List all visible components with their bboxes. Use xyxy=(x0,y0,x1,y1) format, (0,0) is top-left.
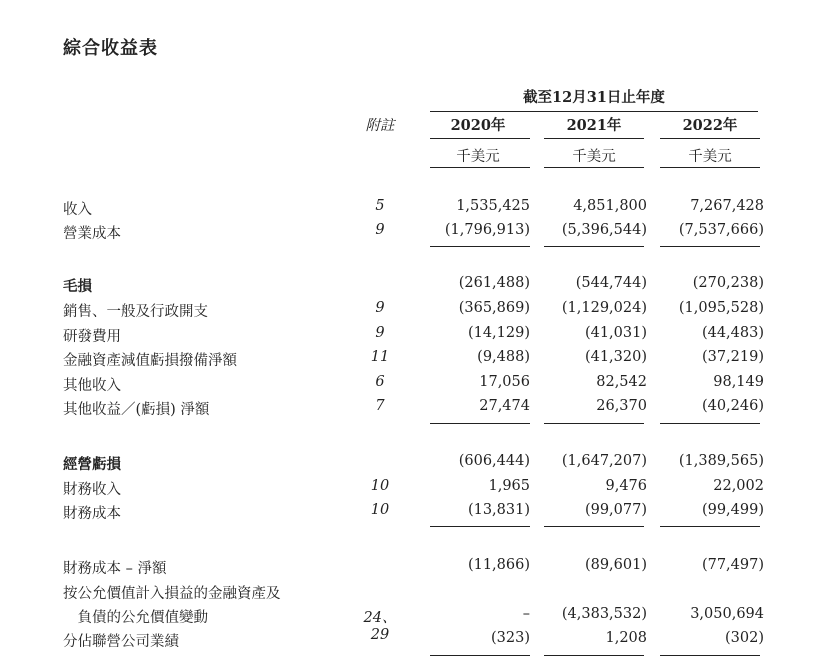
row-value: (41,320) xyxy=(584,349,647,365)
table-row xyxy=(0,198,836,220)
row-label: 財務收入 xyxy=(63,482,121,498)
table-row xyxy=(0,478,836,500)
row-value: (1,647,207) xyxy=(561,453,647,469)
row-value: (41,031) xyxy=(584,325,647,341)
year-header-2021: 2021年 xyxy=(566,117,622,134)
row-value: (270,238) xyxy=(692,275,764,291)
row-value: (5,396,544) xyxy=(561,222,647,238)
subtotal-rule xyxy=(430,526,530,527)
year-header-2022: 2022年 xyxy=(682,117,738,134)
table-row xyxy=(0,349,836,371)
row-label: 財務成本 – 淨額 xyxy=(63,561,167,577)
unit-header-2021: 千美元 xyxy=(572,149,616,165)
unit-header-2022: 千美元 xyxy=(688,149,732,165)
subtotal-rule xyxy=(544,655,644,656)
subtotal-rule xyxy=(660,423,760,424)
subtotal-rule xyxy=(430,423,530,424)
subtotal-rule xyxy=(660,246,760,247)
table-row xyxy=(0,325,836,347)
unit-underline xyxy=(430,167,530,168)
row-note: 10 xyxy=(370,502,390,518)
table-row xyxy=(0,222,836,244)
subtotal-rule xyxy=(430,246,530,247)
row-value: (44,483) xyxy=(701,325,764,341)
row-label: 分佔聯營公司業績 xyxy=(63,634,179,650)
row-value: – xyxy=(522,606,530,622)
row-note: 10 xyxy=(370,478,390,494)
row-value: 26,370 xyxy=(596,398,647,414)
row-label: 金融資產減值虧損撥備淨額 xyxy=(63,353,237,369)
row-value: (302) xyxy=(725,630,764,646)
row-value: (99,499) xyxy=(701,502,764,518)
table-row xyxy=(0,398,836,420)
row-label: 銷售、一般及行政開支 xyxy=(63,304,208,320)
row-note: 9 xyxy=(375,222,385,238)
note-column-header: 附註 xyxy=(365,118,395,134)
subtotal-rule xyxy=(660,526,760,527)
row-note: 9 xyxy=(375,325,385,341)
row-value: 1,208 xyxy=(605,630,647,646)
row-value: 1,965 xyxy=(488,478,530,494)
row-value: 27,474 xyxy=(479,398,530,414)
subtotal-rule xyxy=(544,246,644,247)
row-value: (77,497) xyxy=(701,557,764,573)
statement-title: 綜合收益表 xyxy=(63,38,158,59)
row-value: (89,601) xyxy=(584,557,647,573)
unit-header-2020: 千美元 xyxy=(456,149,500,165)
table-row xyxy=(0,453,836,475)
row-note: 24、29 xyxy=(363,610,397,643)
subtotal-rule xyxy=(544,526,644,527)
table-row xyxy=(0,582,836,604)
row-value: (1,389,565) xyxy=(678,453,764,469)
table-row xyxy=(0,502,836,524)
row-value: (40,246) xyxy=(701,398,764,414)
row-value: 17,056 xyxy=(479,374,530,390)
row-value: 3,050,694 xyxy=(690,606,764,622)
row-value: 7,267,428 xyxy=(690,198,764,214)
row-value: (37,219) xyxy=(701,349,764,365)
row-value: (13,831) xyxy=(467,502,530,518)
row-label: 研發費用 xyxy=(63,329,121,345)
table-row xyxy=(0,557,836,579)
row-label: 按公允價值計入損益的金融資產及 xyxy=(63,586,281,602)
row-value: (99,077) xyxy=(584,502,647,518)
table-row xyxy=(0,374,836,396)
row-label: 收入 xyxy=(63,202,92,218)
year-underline xyxy=(430,138,530,139)
row-label: 營業成本 xyxy=(63,226,121,242)
row-value: (261,488) xyxy=(458,275,530,291)
row-note: 6 xyxy=(375,374,385,390)
row-label: 毛損 xyxy=(63,278,92,295)
unit-underline xyxy=(660,167,760,168)
year-header-2020: 2020年 xyxy=(450,117,506,134)
row-label: 經營虧損 xyxy=(63,456,121,473)
table-row xyxy=(0,630,836,652)
subtotal-rule xyxy=(430,655,530,656)
row-value: 98,149 xyxy=(713,374,764,390)
period-header: 截至12月31日止年度 xyxy=(430,86,758,112)
row-note: 9 xyxy=(375,300,385,316)
row-value: 9,476 xyxy=(605,478,647,494)
table-row xyxy=(0,300,836,322)
row-label: 財務成本 xyxy=(63,506,121,522)
year-underline xyxy=(544,138,644,139)
row-label: 其他收益／(虧損) 淨額 xyxy=(63,402,210,418)
row-value: (9,488) xyxy=(477,349,530,365)
row-value: 1,535,425 xyxy=(456,198,530,214)
subtotal-rule xyxy=(544,423,644,424)
year-underline xyxy=(660,138,760,139)
subtotal-rule xyxy=(660,655,760,656)
row-label: 負債的公允價值變動 xyxy=(63,610,208,626)
row-label: 其他收入 xyxy=(63,378,121,394)
table-row xyxy=(0,275,836,297)
row-note: 7 xyxy=(375,398,385,414)
unit-underline xyxy=(544,167,644,168)
row-value: (323) xyxy=(491,630,530,646)
row-value: (1,129,024) xyxy=(561,300,647,316)
row-value: (7,537,666) xyxy=(678,222,764,238)
row-value: (1,796,913) xyxy=(444,222,530,238)
row-value: 22,002 xyxy=(713,478,764,494)
row-value: (365,869) xyxy=(458,300,530,316)
row-value: (11,866) xyxy=(467,557,530,573)
row-value: (14,129) xyxy=(467,325,530,341)
row-value: 4,851,800 xyxy=(573,198,647,214)
row-value: 82,542 xyxy=(596,374,647,390)
row-value: (1,095,528) xyxy=(678,300,764,316)
row-value: (544,744) xyxy=(575,275,647,291)
row-value: (4,383,532) xyxy=(561,606,647,622)
row-value: (606,444) xyxy=(458,453,530,469)
row-note: 11 xyxy=(370,349,390,365)
row-note: 5 xyxy=(375,198,385,214)
